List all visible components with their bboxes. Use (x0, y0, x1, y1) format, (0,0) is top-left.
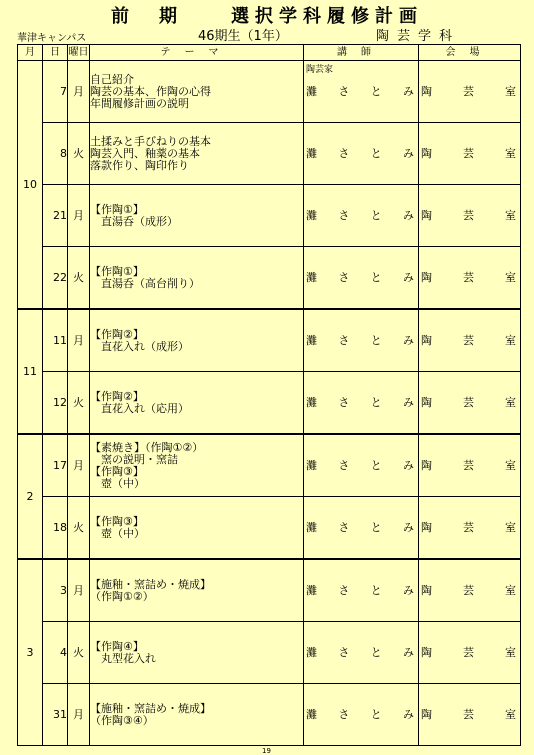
table-row (18, 247, 521, 310)
col-lecturer: 講師 (304, 45, 419, 61)
theme-line: 直湯呑（成形） (90, 214, 178, 228)
day-cell: 21 (43, 185, 68, 247)
lecturer-cell (304, 309, 419, 372)
weekday-cell: 火 (68, 497, 90, 560)
table-row (18, 309, 521, 372)
lecturer-cell (304, 372, 419, 435)
theme-line: 直湯呑（高台削り） (90, 276, 200, 290)
day-cell: 3 (43, 559, 68, 622)
day-cell: 8 (43, 123, 68, 185)
day-cell: 4 (43, 622, 68, 684)
theme-cell (90, 185, 304, 247)
theme-line: 【施釉・窯詰め・焼成】 (90, 701, 211, 715)
theme-cell (90, 434, 304, 497)
theme-line: （作陶①②） (90, 589, 154, 603)
lecturer-name: 灘 さ と み (306, 395, 414, 409)
venue-cell (419, 559, 521, 622)
venue-cell (419, 684, 521, 746)
theme-line: 窯の説明・窯詰 (90, 452, 178, 466)
day-cell: 31 (43, 684, 68, 746)
lecturer-name: 灘 さ と み (306, 458, 414, 472)
lecturer-cell (304, 123, 419, 185)
theme-cell (90, 123, 304, 185)
header-row (18, 45, 521, 61)
theme-cell (90, 247, 304, 310)
theme-cell (90, 372, 304, 435)
department-label: 陶芸学科 (376, 29, 461, 44)
page-number: 19 (262, 747, 271, 755)
venue-name: 陶 芸 室 (421, 583, 516, 597)
venue-cell (419, 185, 521, 247)
theme-line: 【作陶④】 (90, 639, 144, 653)
venue-cell (419, 309, 521, 372)
weekday-cell: 火 (68, 123, 90, 185)
page-title: 前 期 選択学科履修計画 (111, 6, 423, 27)
theme-cell (90, 497, 304, 560)
table-row (18, 559, 521, 622)
col-venue: 会場 (419, 45, 521, 61)
table-row (18, 185, 521, 247)
theme-line: 陶芸入門、釉薬の基本 (90, 146, 200, 160)
weekday-cell: 月 (68, 684, 90, 746)
venue-cell (419, 434, 521, 497)
theme-line: 壺（中） (90, 526, 145, 540)
venue-name: 陶 芸 室 (421, 146, 516, 160)
lecturer-name: 灘 さ と み (306, 146, 414, 160)
theme-line: 自己紹介 (90, 72, 134, 86)
lecturer-name: 灘 さ と み (306, 84, 414, 98)
weekday-cell: 月 (68, 185, 90, 247)
theme-line: 【作陶①】 (90, 264, 144, 278)
lecturer-name: 灘 さ と み (306, 270, 414, 284)
theme-line: 直花入れ（応用） (90, 401, 189, 415)
weekday-cell: 月 (68, 434, 90, 497)
table-row (18, 61, 521, 123)
venue-name: 陶 芸 室 (421, 270, 516, 284)
day-cell: 17 (43, 434, 68, 497)
lecturer-cell (304, 684, 419, 746)
day-cell: 11 (43, 309, 68, 372)
theme-line: （作陶③④） (90, 713, 154, 727)
schedule-table (17, 44, 521, 746)
lecturer-name: 灘 さ と み (306, 645, 414, 659)
theme-line: 【作陶③】 (90, 464, 144, 478)
lecturer-cell (304, 247, 419, 310)
theme-line: 丸型花入れ (90, 651, 156, 665)
weekday-cell: 月 (68, 61, 90, 123)
venue-name: 陶 芸 室 (421, 395, 516, 409)
table-row (18, 684, 521, 746)
theme-cell (90, 309, 304, 372)
venue-cell (419, 372, 521, 435)
campus-label: 華津キャンパス (17, 33, 87, 44)
theme-line: 落款作り、陶印作り (90, 158, 189, 172)
month-cell: 10 (18, 61, 43, 310)
lecturer-cell (304, 622, 419, 684)
lecturer-cell (304, 497, 419, 560)
month-cell: 3 (18, 559, 43, 746)
venue-name: 陶 芸 室 (421, 707, 516, 721)
weekday-cell: 火 (68, 622, 90, 684)
theme-cell (90, 622, 304, 684)
weekday-cell: 月 (68, 309, 90, 372)
theme-cell (90, 559, 304, 622)
venue-name: 陶 芸 室 (421, 458, 516, 472)
lecturer-name: 灘 さ と み (306, 520, 414, 534)
venue-name: 陶 芸 室 (421, 520, 516, 534)
weekday-cell: 月 (68, 559, 90, 622)
venue-cell (419, 497, 521, 560)
day-cell: 18 (43, 497, 68, 560)
col-theme: テーマ (90, 45, 304, 61)
lecturer-cell (304, 434, 419, 497)
month-cell: 11 (18, 309, 43, 434)
weekday-cell: 火 (68, 247, 90, 310)
cohort-label: 46期生（1年） (198, 29, 288, 44)
table-row (18, 497, 521, 560)
lecturer-cell (304, 61, 419, 123)
lecturer-cell (304, 559, 419, 622)
theme-cell (90, 684, 304, 746)
theme-line: 土揉みと手びねりの基本 (90, 134, 211, 148)
theme-line: 壺（中） (90, 476, 145, 490)
lecturer-name: 灘 さ と み (306, 333, 414, 347)
lecturer-name: 灘 さ と み (306, 583, 414, 597)
theme-line: 年間履修計画の説明 (90, 96, 189, 110)
venue-name: 陶 芸 室 (421, 333, 516, 347)
col-weekday: 曜日 (68, 45, 90, 61)
lecturer-cell (304, 185, 419, 247)
day-cell: 22 (43, 247, 68, 310)
day-cell: 7 (43, 61, 68, 123)
col-month: 月 (18, 45, 43, 61)
venue-cell (419, 247, 521, 310)
lecturer-name: 灘 さ と み (306, 707, 414, 721)
table-row (18, 372, 521, 435)
theme-line: 直花入れ（成形） (90, 339, 189, 353)
venue-name: 陶 芸 室 (421, 645, 516, 659)
table-row (18, 123, 521, 185)
lecturer-role: 陶芸家 (306, 65, 334, 75)
theme-line: 【作陶②】 (90, 327, 144, 341)
schedule-body (18, 61, 521, 746)
venue-cell (419, 123, 521, 185)
theme-line: 【作陶②】 (90, 389, 144, 403)
venue-name: 陶 芸 室 (421, 208, 516, 222)
table-row (18, 434, 521, 497)
theme-line: 【作陶③】 (90, 514, 144, 528)
theme-line: 【素焼き】（作陶①②） (90, 440, 204, 454)
weekday-cell: 火 (68, 372, 90, 435)
month-cell: 2 (18, 434, 43, 559)
lecturer-name: 灘 さ と み (306, 208, 414, 222)
day-cell: 12 (43, 372, 68, 435)
venue-name: 陶 芸 室 (421, 84, 516, 98)
venue-cell (419, 61, 521, 123)
venue-cell (419, 622, 521, 684)
theme-line: 【施釉・窯詰め・焼成】 (90, 577, 211, 591)
theme-cell (90, 61, 304, 123)
theme-line: 【作陶①】 (90, 202, 144, 216)
table-row (18, 622, 521, 684)
theme-line: 陶芸の基本、作陶の心得 (90, 84, 211, 98)
col-day: 日 (43, 45, 68, 61)
